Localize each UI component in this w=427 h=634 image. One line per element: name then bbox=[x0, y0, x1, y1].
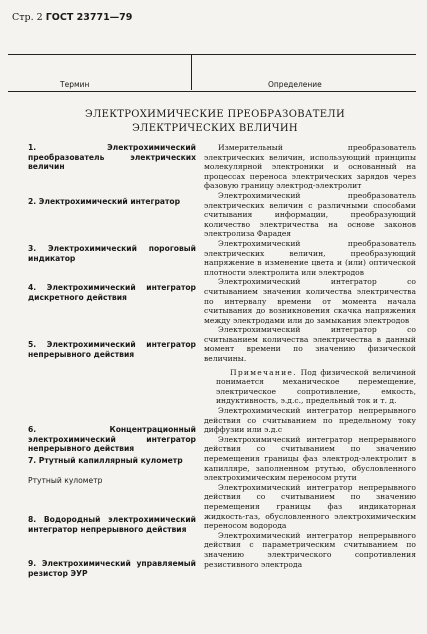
definition-9: Электрохимический интегратор непрерывного действия с параметрическим считыванием по значению электрического сопротивления резистивного электрода bbox=[204, 530, 416, 569]
term-7-synonym: Ртутный кулометр bbox=[28, 476, 103, 485]
definition-block bbox=[204, 143, 416, 569]
section-title: ЭЛЕКТРОХИМИЧЕСКИЕ ПРЕОБРАЗОВАТЕЛИ ЭЛЕКТРИЧЕСКИХ ВЕЛИЧИН bbox=[85, 109, 345, 134]
term-5: 5. Электрохимический интегратор непрерывного действия bbox=[28, 340, 196, 359]
note bbox=[204, 368, 416, 406]
definition-3: Электрохимический преобразователь электрических величин, преобразующий напряжение в изменение цвета и (или) оптической плотности электролита или электродов bbox=[204, 238, 416, 277]
definition-4: Электрохимический интегратор со считыванием значения количества электричества по интервалу времени от момента начала считывания до возникновения скачка напряжения между электродами или до замыкания электродов bbox=[204, 277, 416, 325]
term-6: 6. Концентрационный электрохимический интегратор непрерывного действия bbox=[28, 425, 196, 454]
term-3: 3. Электрохимический пороговый индикатор bbox=[28, 244, 196, 263]
definition-7: Электрохимический интегратор непрерывного действия со считыванием по значению перемещения границы фаз электрод-электролит в капилляре, заполненном ртутью, обусловленного электрохимическим переносом ртути bbox=[204, 434, 416, 483]
column-header-terms: Термин bbox=[60, 80, 90, 89]
definition-5: Электрохимический интегратор со считыванием количества электричества в данный момент времени по значению физической величины. bbox=[204, 325, 416, 364]
definition-1: Измерительный преобразователь электрических величин, использующий принципы молекулярной электроники и основанный на процессах переноса электрических зарядов через фазовую границу электрод-электролит bbox=[204, 143, 416, 191]
page-number: Стр. 2 bbox=[12, 12, 43, 23]
term-8: 8. Водородный электрохимический интегратор непрерывного действия bbox=[28, 515, 196, 534]
definition-8: Электрохимический интегратор непрерывного действия со считыванием по значению перемещения границы фаз индикаторная жидкость-газ, обусловленного электрохимическим переносом водорода bbox=[204, 482, 416, 531]
definition-2: Электрохимический преобразователь электрических величин с различными способами считывания информации, преобразующий количество электричества на основе законов электролиза Фарадея bbox=[204, 190, 416, 239]
term-2: 2. Электрохимический интегратор bbox=[28, 197, 181, 206]
definition-6: Электрохимический интегратор непрерывного действия со считыванием по предельному току диффузии или э.д.с bbox=[204, 406, 416, 435]
term-9: 9. Электрохимический управляемый резистор ЭУР bbox=[28, 559, 196, 578]
note-label: Примечание. bbox=[230, 367, 297, 377]
standard-code: ГОСТ 23771—79 bbox=[45, 12, 133, 23]
term-1: 1. Электрохимический преобразователь электрических величин bbox=[28, 143, 196, 172]
term-4: 4. Электрохимический интегратор дискретного действия bbox=[28, 283, 196, 302]
column-divider bbox=[191, 54, 192, 90]
page-header bbox=[12, 12, 132, 23]
column-header-definitions: Определение bbox=[268, 80, 322, 89]
note-text: Под физической величиной понимается механическое перемещение, электрическое сопротивление, емкость, индуктивность, э.д.с., предельный ток и т. д. bbox=[216, 367, 416, 406]
term-7: 7. Ртутный капиллярный кулометр bbox=[28, 456, 183, 465]
